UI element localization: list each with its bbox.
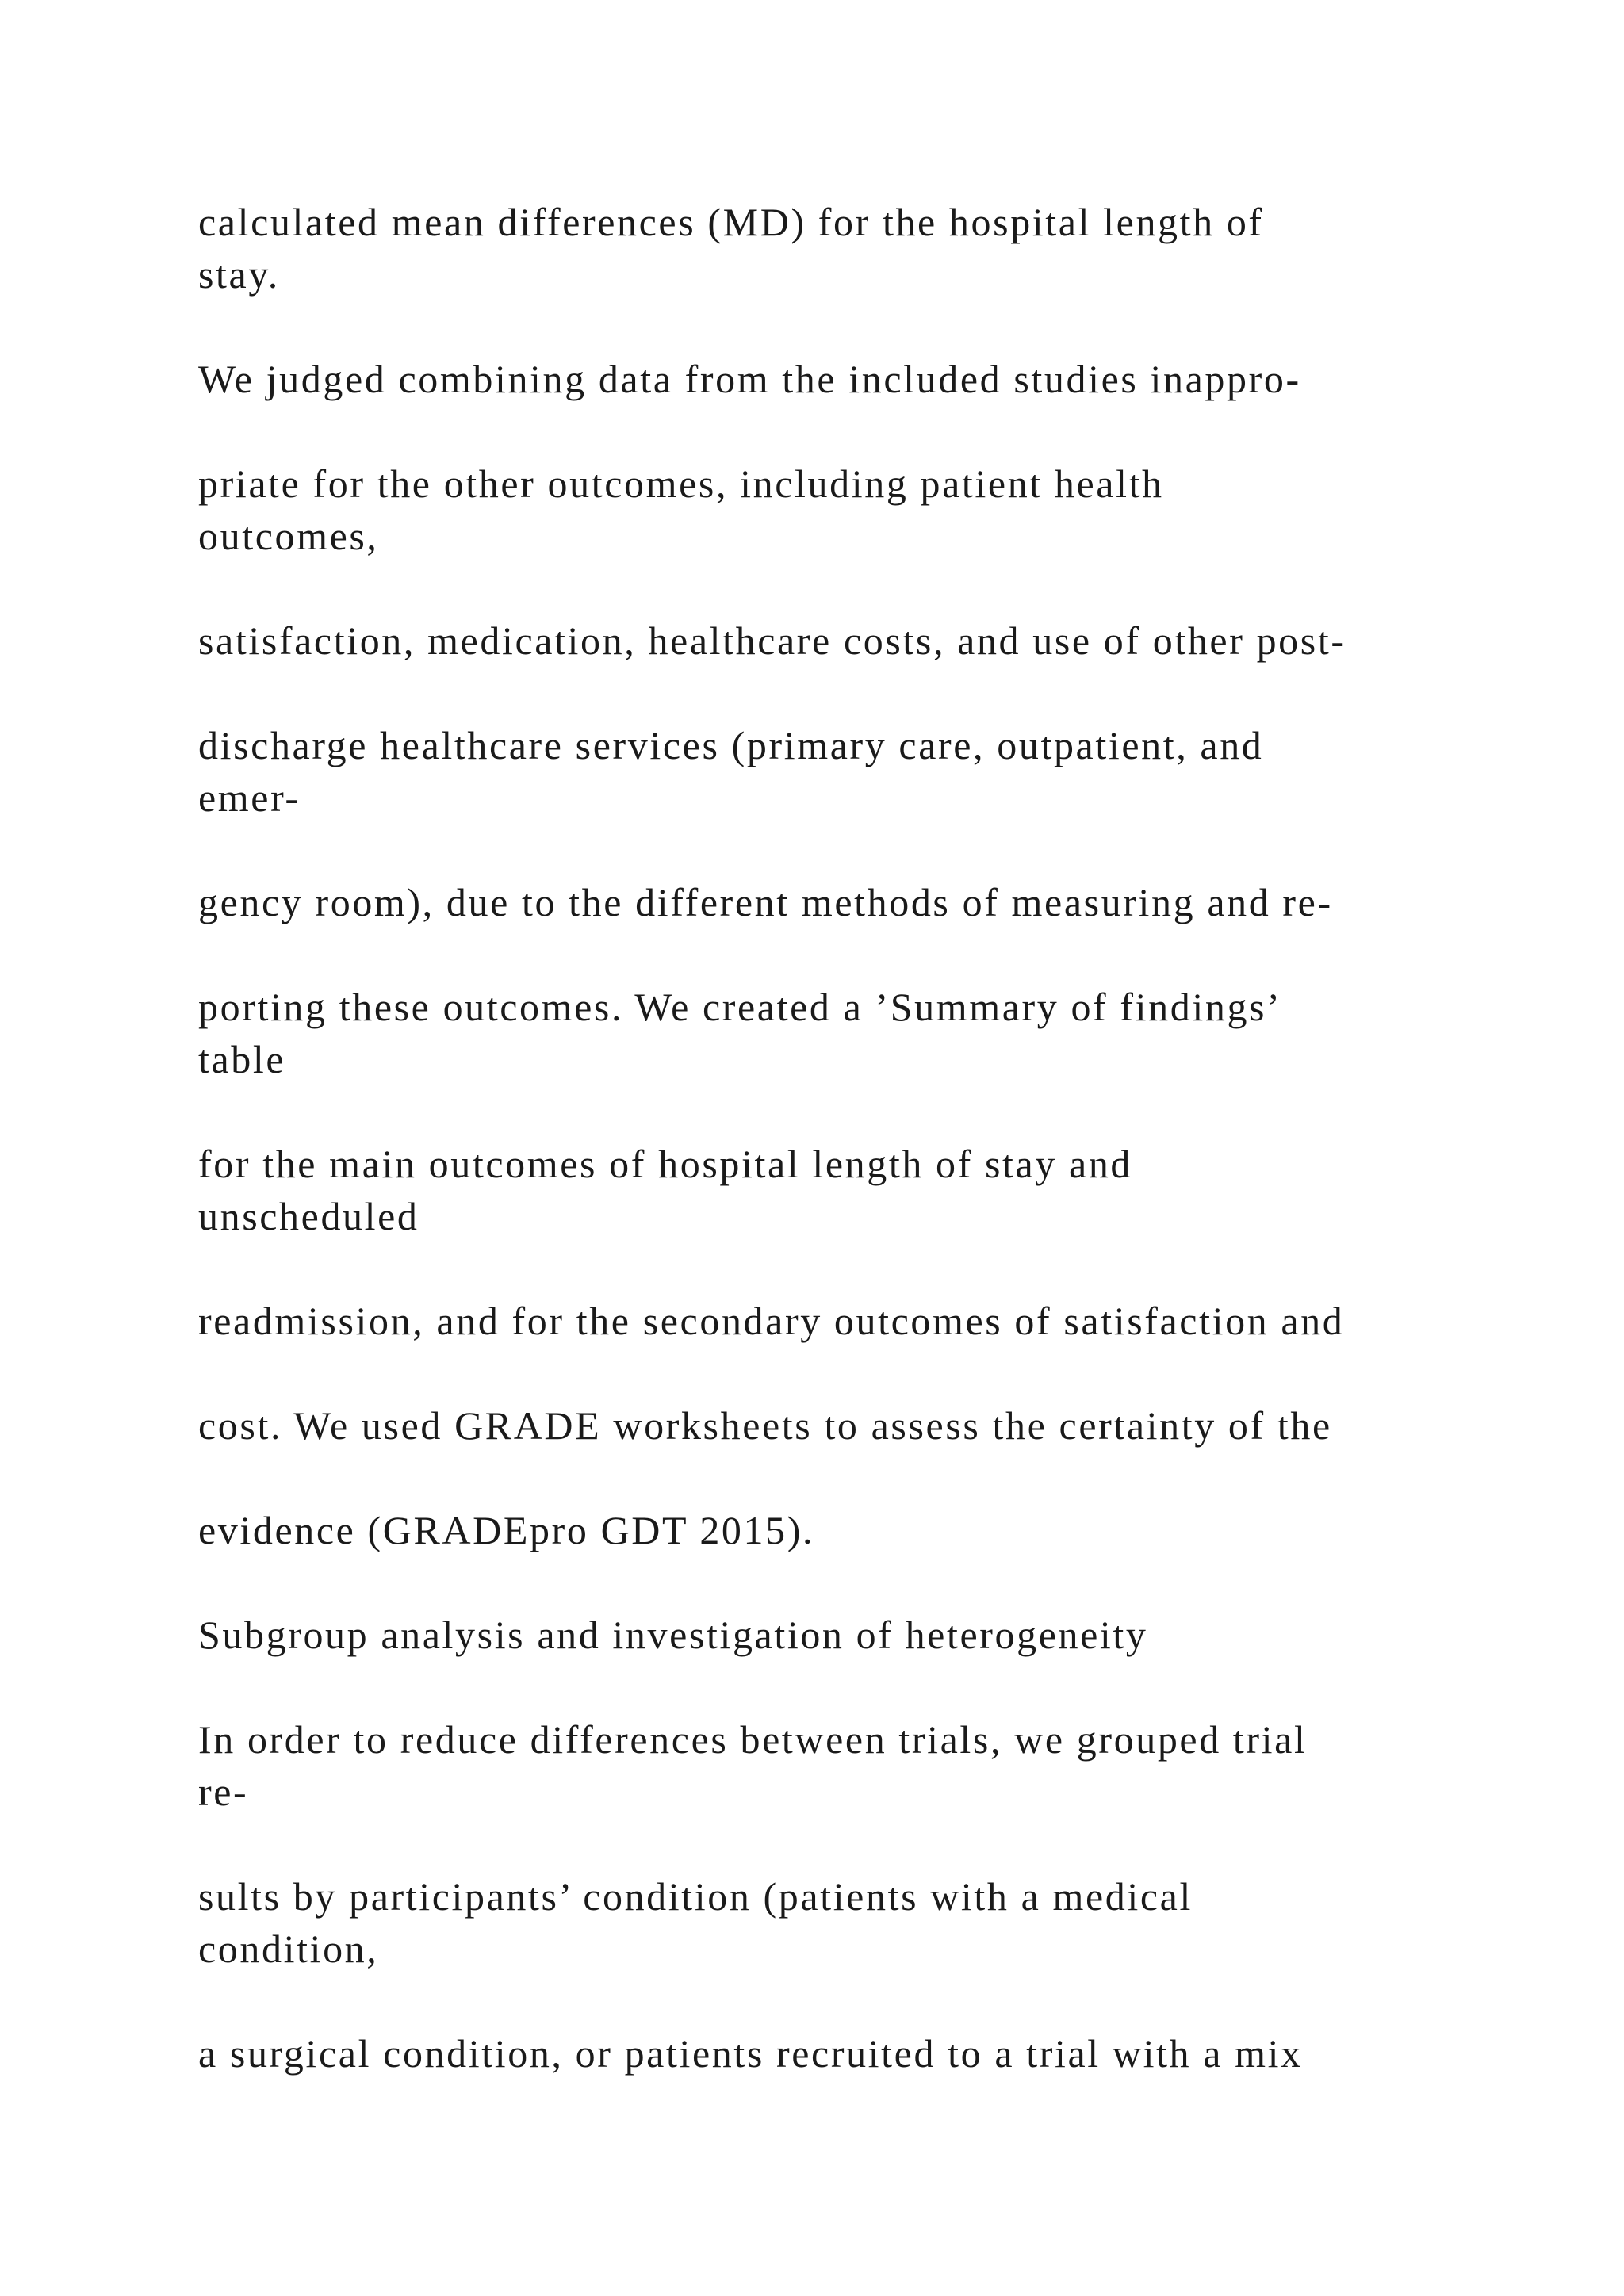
text-line: re- [198, 1770, 249, 1814]
text-line: We judged combining data from the included studies inappro- [198, 357, 1301, 401]
text-line: emer- [198, 775, 301, 820]
text-line: porting these outcomes. We created a ’Summary of findings’ [198, 985, 1282, 1029]
text-line: calculated mean differences (MD) for the hospital length of [198, 200, 1264, 244]
section-heading: Subgroup analysis and investigation of heterogeneity [198, 1613, 1148, 1657]
text-line: In order to reduce differences between trials, we grouped trial [198, 1717, 1308, 1762]
text-line: discharge healthcare services (primary care, outpatient, and [198, 723, 1264, 767]
text-line: evidence (GRADEpro GDT 2015). [198, 1508, 815, 1552]
text-line: a surgical condition, or patients recruited to a trial with a mix [198, 2031, 1303, 2076]
text-line: table [198, 1037, 286, 1081]
text-line: sults by participants’ condition (patients with a medical [198, 1874, 1193, 1919]
text-line: satisfaction, medication, healthcare costs, and use of other post- [198, 618, 1346, 663]
text-line: gency room), due to the different methods of measuring and re- [198, 880, 1333, 924]
text-line: stay. [198, 252, 280, 297]
text-line: priate for the other outcomes, including patient health [198, 461, 1164, 506]
text-line: outcomes, [198, 514, 379, 558]
text-line: for the main outcomes of hospital length of stay and [198, 1142, 1133, 1186]
text-line: readmission, and for the secondary outcomes of satisfaction and [198, 1299, 1345, 1343]
text-line: cost. We used GRADE worksheets to assess the certainty of the [198, 1403, 1332, 1448]
text-line: condition, [198, 1927, 379, 1971]
text-line: unscheduled [198, 1194, 419, 1238]
